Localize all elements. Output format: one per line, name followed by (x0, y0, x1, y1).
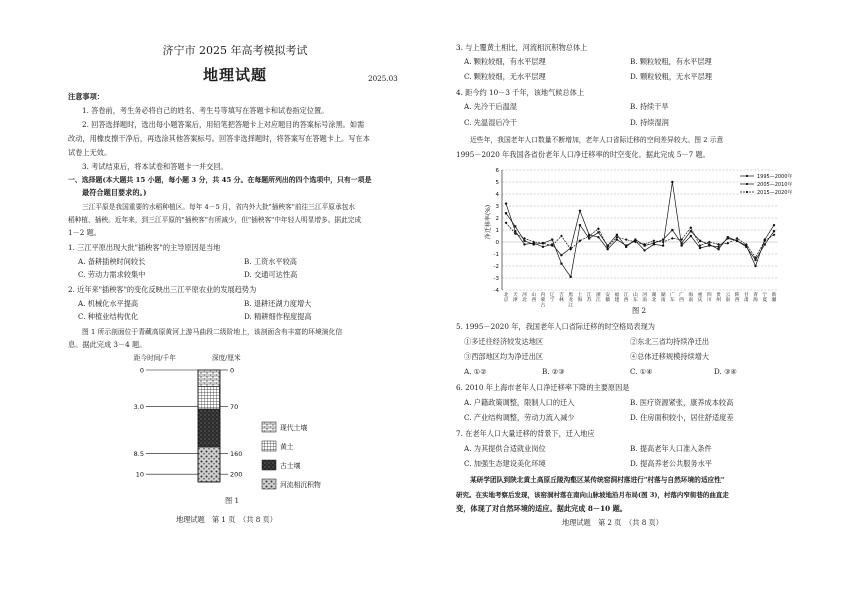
x-tick-label (725, 291, 730, 303)
data-point (727, 236, 729, 238)
x-tick-label (772, 291, 777, 303)
x-tick-label (504, 291, 509, 303)
strata-layers (198, 370, 220, 482)
data-point (699, 240, 701, 242)
legend-marker (746, 175, 748, 177)
data-point (616, 238, 618, 240)
data-point (560, 235, 563, 238)
data-point (652, 239, 655, 242)
x-tick-char: 肃 (743, 298, 749, 304)
data-point (560, 254, 562, 256)
x-tick-label (661, 291, 666, 303)
x-tick-label (651, 291, 656, 303)
data-point (764, 243, 766, 245)
chart-y-label: 净迁移率(%) (485, 204, 492, 240)
x-tick-char: 西 (531, 298, 537, 304)
x-tick-char: 甘 (743, 293, 749, 298)
x-tick-char: 浙 (596, 293, 601, 298)
data-point (551, 239, 553, 241)
depth-tick-label: 160 (230, 449, 243, 458)
option: B. 退耕还湖力度增大 (244, 299, 312, 308)
figure-1-strata-column (120, 350, 360, 510)
data-point (671, 229, 673, 231)
question-stem: 6. 2010 年上海市老年人口净迁移率下降的主要原因是 (456, 383, 630, 392)
series-line (506, 182, 774, 266)
x-tick-char: 安 (605, 293, 611, 298)
data-point (616, 234, 618, 236)
x-tick-label (698, 291, 703, 303)
y-tick-label: -1 (493, 252, 499, 258)
x-tick-char: 海 (753, 298, 758, 304)
x-tick-label (642, 291, 647, 303)
x-tick-char: 宁 (549, 298, 555, 304)
time-axis-label: 距今时间/千年 (134, 354, 176, 362)
legend-swatch (262, 479, 276, 489)
legend-label: 古土壤 (280, 462, 301, 470)
y-tick-label: 5 (495, 180, 499, 186)
option: D. 持续湿润 (630, 118, 669, 127)
x-tick-char: 南 (688, 298, 694, 304)
data-point (523, 243, 525, 245)
option: B. ②③ (542, 367, 565, 376)
x-tick-char: 河 (522, 293, 527, 298)
subject-title: 地理试题 (202, 66, 267, 84)
legend-label: 1995—2000年 (757, 174, 793, 180)
option: ②东北三省均持续净迁出 (630, 337, 710, 346)
y-tick-label: 0 (495, 240, 499, 246)
option: B. 颗粒较粗，有水平层理 (630, 57, 712, 66)
x-tick-char: 京 (503, 298, 509, 304)
option: D. ③④ (714, 367, 737, 376)
legend-marker (746, 191, 748, 193)
x-tick-char: 东 (632, 298, 638, 304)
option: C. 种植业结构优化 (78, 312, 139, 321)
data-point (754, 259, 756, 261)
x-tick-char: 南 (642, 298, 648, 304)
x-tick-char: 苏 (586, 298, 592, 304)
option: C. 先温湿后冷干 (464, 118, 517, 127)
time-tick-label: 3.0 (133, 402, 144, 411)
data-point (588, 237, 590, 239)
x-tick-char: 北 (503, 293, 509, 298)
x-tick-label (670, 291, 675, 303)
x-tick-char: 津 (512, 298, 518, 304)
x-tick-char: 蒙 (540, 298, 546, 304)
x-tick-char: 庆 (697, 298, 703, 304)
x-tick-char: 川 (706, 298, 712, 304)
chart-gridlines (502, 170, 778, 290)
chart-y-ticks (494, 168, 500, 294)
data-point (699, 247, 701, 249)
option: D. 精耕细作程度提高 (244, 312, 312, 321)
data-point (717, 248, 719, 250)
chart-series (505, 181, 776, 278)
x-tick-char: 西 (679, 298, 684, 304)
strata-layer (198, 409, 220, 447)
x-tick-label (541, 291, 546, 308)
data-point (671, 181, 673, 183)
data-point (745, 246, 747, 248)
data-point (754, 265, 756, 267)
y-tick-label: 1 (495, 228, 499, 234)
x-tick-char: 重 (697, 293, 703, 298)
chart-legend (740, 173, 792, 196)
x-tick-char: 徽 (605, 298, 611, 304)
passage-line: 稻种植、插秧。近年来，到三江平原的"插秧客"有所减少，但"插秧客"中年轻人明显增多。据此完成 (68, 216, 362, 224)
data-point (653, 242, 655, 244)
note-line: 2. 回答选择题时，选出每小题答案后，用铅笔把答题卡上对应题目的答案标号涂黑。如需 (82, 120, 365, 129)
note-line: 1. 答卷前，考生务必将自己的姓名、考生号等填写在答题卡和试卷指定位置。 (82, 106, 329, 115)
x-tick-char: 夏 (762, 298, 768, 304)
depth-tick-label: 200 (230, 470, 243, 479)
series-line (506, 223, 774, 258)
x-tick-label (744, 291, 749, 303)
passage-line: 1995－2020 年我国各省份老年人口净迁移率的时空变化。据此完成 5－7 题。 (456, 150, 710, 159)
series-line (506, 213, 774, 277)
data-point (625, 238, 628, 241)
data-point (560, 263, 562, 265)
x-tick-char: 江 (623, 293, 629, 298)
option: A. 机械化水平提高 (78, 299, 139, 308)
time-tick-label: 10 (135, 470, 144, 479)
data-point (726, 242, 729, 245)
data-point (773, 230, 775, 232)
option: C. 颗粒较细，无水平层理 (464, 72, 546, 81)
x-tick-char: 青 (753, 293, 758, 298)
option: A. 户籍政策调整，限制人口的迁入 (464, 398, 575, 407)
section-heading: 最符合题目要求的。) (82, 188, 147, 197)
x-tick-label (753, 291, 758, 303)
x-tick-char: 疆 (771, 298, 777, 304)
x-tick-char: 龙 (568, 298, 574, 304)
option: C. 产业结构调整，劳动力流入减少 (464, 413, 575, 422)
option: A. 颗粒较细，有水平层理 (464, 57, 546, 66)
option: C. 加强生态建设美化环境 (464, 459, 546, 468)
passage-line: 近些年，我国老年人口数量不断增加，老年人口省际迁移的空间差异较大。图 2 示意 (470, 136, 724, 144)
passage-line: 研究。在实地考察后发现，该窑洞村落在南向山脉坡地沿月布局(图 3)，村落内窄街巷的曲直走 (456, 491, 729, 499)
x-tick-label (614, 291, 619, 303)
data-point (625, 246, 627, 248)
x-tick-char: 福 (614, 293, 620, 298)
data-point (514, 225, 516, 227)
x-tick-label (605, 291, 610, 303)
data-point (680, 242, 682, 244)
x-tick-label (513, 291, 518, 303)
legend-swatch (262, 460, 276, 470)
data-point (708, 243, 710, 245)
passage-line: 变，体现了对自然环境的适应。据此完成 8－10 题。 (456, 504, 627, 513)
figure-1-legend (262, 422, 321, 489)
x-tick-label (716, 291, 722, 303)
note-line: 3. 考试结束后，将本试卷和答题卡一并交回。 (82, 162, 228, 171)
x-tick-char: 建 (614, 298, 620, 304)
question-stem: 1. 三江平原出现大批"插秧客"的主导原因是当地 (68, 243, 221, 252)
y-tick-label: 4 (495, 192, 499, 198)
y-tick-label: -3 (493, 276, 499, 282)
x-tick-char: 内 (540, 293, 546, 298)
legend-label: 2005—2010年 (757, 182, 793, 188)
data-point (505, 202, 507, 204)
question-stem: 5. 1995－2020 年，我国老年人口省际迁移的时空格局表现为 (456, 322, 655, 331)
option: B. 医疗资源紧张，康养成本较高 (630, 398, 734, 407)
option: A. 备耕插秧时间较长 (78, 257, 146, 266)
legend-label: 现代土壤 (280, 424, 308, 432)
data-point (671, 237, 674, 240)
x-tick-char: 江 (568, 303, 574, 309)
strata-layer (198, 447, 220, 482)
data-point (579, 210, 581, 212)
x-tick-label (762, 291, 767, 303)
x-tick-char: 贵 (716, 293, 721, 298)
data-point (643, 249, 645, 251)
figure-2-line-chart (478, 162, 818, 312)
x-tick-char: 北 (522, 298, 527, 304)
x-tick-label (578, 291, 583, 303)
x-tick-label (568, 291, 573, 308)
x-tick-label (596, 291, 601, 303)
legend-swatch (262, 441, 276, 451)
x-tick-char: 北 (651, 298, 657, 304)
x-tick-char: 宁 (762, 293, 768, 298)
option: C. ①④ (630, 367, 653, 376)
x-tick-char: 林 (559, 298, 564, 304)
x-tick-char: 东 (669, 298, 675, 304)
x-tick-label (587, 291, 592, 303)
exam-title: 济宁市 2025 年高考模拟考试 (162, 44, 308, 57)
data-point (690, 230, 692, 232)
legend-label: 2015—2020年 (757, 190, 793, 196)
x-tick-char: 黑 (568, 293, 574, 298)
option: A. 为其提供合适就业岗位 (464, 444, 546, 453)
x-tick-label (522, 291, 527, 303)
option: A. ①② (464, 367, 487, 376)
legend-label: 黄土 (280, 443, 294, 451)
option: B. 提高老年人口准入条件 (630, 444, 712, 453)
option: D. 交通可达性高 (244, 270, 298, 279)
data-point (662, 239, 664, 241)
data-point (773, 224, 775, 226)
data-point (597, 231, 599, 233)
x-tick-char: 江 (596, 298, 601, 304)
x-tick-char: 江 (586, 293, 592, 298)
option: ①多迁往经济较发达地区 (464, 337, 544, 346)
x-tick-label (559, 291, 564, 303)
data-point (523, 240, 525, 242)
x-tick-label (633, 291, 638, 303)
x-tick-char: 山 (531, 293, 537, 298)
depth-tick-label: 0 (230, 366, 235, 375)
x-tick-label (679, 291, 684, 303)
data-point (514, 230, 516, 232)
option: D. 颗粒较粗，无水平层理 (630, 72, 712, 81)
x-tick-char: 陕 (734, 293, 740, 298)
x-tick-label (688, 291, 693, 303)
passage-line: 三江平原是我国重要的水稻种植区。每年 4－5 月，省内外大批"插秧客"前往三江平原承包水 (82, 203, 356, 211)
data-point (597, 236, 599, 238)
x-tick-char: 海 (688, 293, 694, 298)
x-tick-char: 南 (660, 298, 666, 304)
y-tick-label: 2 (495, 216, 499, 222)
passage-line: 1－2 题。 (68, 228, 101, 237)
column-ticks (134, 367, 243, 479)
data-point (579, 224, 581, 226)
data-point (505, 212, 507, 214)
x-tick-char: 天 (512, 293, 518, 298)
data-point (708, 241, 711, 244)
x-tick-char: 上 (577, 293, 583, 298)
data-point (606, 248, 608, 250)
data-point (717, 243, 720, 246)
option: B. 持续干旱 (630, 102, 669, 111)
data-point (634, 239, 636, 241)
question-stem: 7. 在老年人口大量迁移的背景下，迁入地应 (456, 429, 595, 438)
data-point (662, 244, 664, 246)
strata-layer (198, 387, 220, 409)
y-tick-label: 6 (495, 168, 499, 174)
x-tick-char: 南 (725, 298, 731, 304)
time-tick-label: 8.5 (133, 449, 144, 458)
x-tick-char: 西 (734, 298, 740, 304)
y-tick-label: -2 (493, 264, 499, 270)
x-tick-label (550, 291, 555, 303)
data-point (736, 240, 738, 242)
x-tick-char: 西 (623, 298, 629, 304)
option: ④总体迁移规模持续增大 (630, 352, 710, 361)
data-point (533, 243, 535, 245)
x-tick-label (707, 291, 712, 303)
option: D. 提高养老公共服务水平 (630, 459, 712, 468)
question-stem: 4. 距今约 10－3 千年，该地气候总体上 (456, 88, 585, 97)
notes-title: 注意事项： (68, 92, 104, 101)
x-tick-char: 广 (669, 293, 675, 298)
option: B. 工资水平较高 (244, 257, 297, 266)
x-tick-char: 四 (706, 293, 712, 298)
x-tick-char: 吉 (559, 293, 564, 298)
option: D. 住房面积较小，居住舒适度差 (630, 413, 734, 422)
option: A. 先冷干后温湿 (464, 102, 517, 111)
x-tick-char: 广 (679, 293, 684, 298)
data-point (570, 276, 572, 278)
figure-1-caption: 图 1 (225, 496, 240, 505)
y-tick-label: 3 (495, 204, 499, 210)
option: ③西部地区均为净迁出区 (464, 352, 544, 361)
x-tick-char: 辽 (549, 293, 555, 298)
x-tick-label (531, 291, 536, 303)
x-tick-label (624, 291, 629, 303)
data-point (680, 244, 682, 246)
time-tick-label: 0 (139, 366, 144, 375)
depth-tick-label: 70 (230, 402, 239, 411)
page-footer: 地理试题 第 1 页 （共 8 页） (176, 515, 277, 524)
passage-line: 某研学团队到陕北黄土高原丘陵沟壑区某传统窑洞村落进行"村落与自然环境的适应性" (470, 476, 725, 484)
legend-label: 河流相沉积物 (280, 481, 321, 489)
y-tick-label: -4 (493, 288, 499, 294)
passage-line: 息。据此完成 3－4 题。 (68, 340, 147, 349)
figure-2-caption: 图 2 (632, 306, 647, 315)
passage-line: 图 1 所示剖面位于青藏高原黄河上游马曲段二级阶地上，该剖面含有丰富的环境演化信 (82, 328, 343, 336)
x-tick-char: 新 (771, 293, 777, 298)
x-tick-char: 云 (725, 293, 731, 298)
x-tick-char: 湖 (660, 293, 666, 298)
question-stem: 3. 与上覆黄土相比，河流相沉积物总体上 (456, 43, 588, 52)
x-tick-char: 湖 (651, 293, 657, 298)
x-tick-char: 海 (577, 298, 583, 304)
x-tick-char: 州 (716, 298, 721, 304)
note-line: 改动，用橡皮擦干净后，再选涂其他答案标号。回答非选择题时，将答案写在答题卡上。写在本 (68, 134, 370, 143)
option: C. 劳动力需求较集中 (78, 270, 146, 279)
data-point (597, 227, 600, 230)
page-footer: 地理试题 第 2 页 （共 8 页） (562, 518, 663, 527)
question-stem: 2. 近年来"插秧客"的变化反映出三江平原农业的发展趋势为 (68, 285, 257, 294)
x-tick-char: 河 (642, 293, 648, 298)
depth-axis-label: 深度/厘米 (212, 354, 241, 362)
strata-layer (198, 370, 220, 387)
exam-date: 2025.03 (368, 74, 398, 83)
note-line: 试卷上无效。 (68, 148, 112, 157)
data-point (542, 246, 544, 248)
section-heading: 一、选择题(本大题共 15 小题，每小题 3 分，共 45 分。在每题所列出的四个选项中，只有一项是 (68, 176, 372, 184)
x-tick-char: 古 (540, 303, 546, 309)
x-tick-char: 山 (632, 293, 638, 298)
x-tick-label (735, 291, 740, 303)
legend-marker (746, 183, 748, 185)
page-2 (430, 0, 860, 608)
legend-swatch (262, 422, 276, 432)
data-point (690, 235, 692, 237)
